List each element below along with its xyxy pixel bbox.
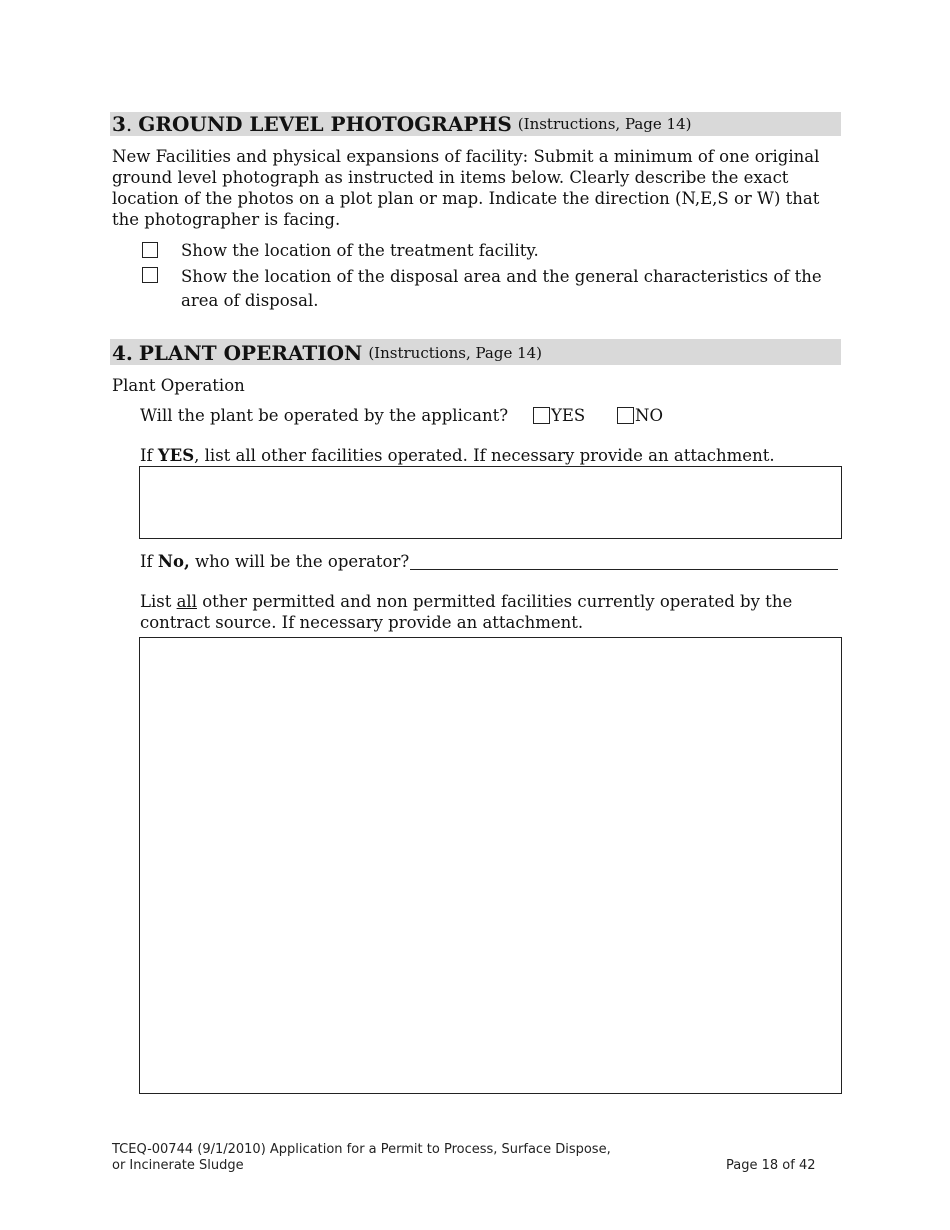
list-facilities-instruction (140, 591, 820, 633)
operated-no-label: NO (635, 406, 663, 425)
section-4-title: PLANT OPERATION (138, 341, 363, 365)
footer-page-number: Page 18 of 42 (726, 1158, 816, 1173)
photo-disposal-checkbox[interactable] (142, 267, 158, 287)
if-no-rest: who will be the operator? (189, 552, 410, 571)
section-3-instructions-link: (Instructions, Page 14) (517, 115, 692, 133)
footer-form-id (112, 1142, 672, 1174)
section-4-header (110, 339, 841, 365)
operated-by-applicant-question: Will the plant be operated by the applicant? (140, 406, 509, 425)
section-3-title: GROUND LEVEL PHOTOGRAPHS (138, 112, 512, 136)
if-no-prefix: If (140, 552, 158, 571)
section-3-number: 3 (112, 112, 126, 136)
section-4-instructions-link: (Instructions, Page 14) (368, 344, 543, 362)
photo-disposal-label: Show the location of the disposal area and the general characteristics of the area of disposal. (181, 267, 822, 310)
list-underlined: all (176, 592, 197, 611)
if-no-instruction (140, 551, 409, 572)
operated-yes-checkbox[interactable] (533, 407, 550, 428)
if-yes-prefix: If (140, 446, 158, 465)
other-facilities-textarea[interactable] (139, 466, 842, 539)
if-yes-bold: YES (157, 446, 195, 465)
if-no-bold: No, (157, 552, 190, 571)
section-3-header (110, 112, 841, 136)
if-yes-instruction (140, 445, 845, 466)
section-4-number: 4. (112, 341, 133, 365)
operated-no-checkbox[interactable] (617, 407, 634, 428)
operated-yes-label: YES (551, 406, 586, 425)
footer-form-line1: TCEQ-00744 (9/1/2010) Application for a Permit to Process, Surface Dispose, (112, 1142, 611, 1157)
section-3-description: New Facilities and physical expansions of facility: Submit a minimum of one original ground level photograph as instructed in items below. Clearly describe the exact location of the photos on a plot plan or map. Indicate the direction (N,E,S or W) that the photographer is facing. (112, 147, 820, 229)
photo-treatment-label: Show the location of the treatment facility. (181, 241, 539, 260)
plant-operation-subheading: Plant Operation (112, 376, 245, 395)
operator-name-line[interactable] (410, 569, 838, 570)
section-3-number-punct: . (125, 112, 133, 136)
contract-facilities-textarea[interactable] (139, 637, 842, 1094)
footer-form-line2: or Incinerate Sludge (112, 1158, 244, 1173)
list-rest: other permitted and non permitted facilities currently operated by the contract source. If necessary provide an attachment. (140, 592, 793, 632)
photo-treatment-checkbox[interactable] (142, 242, 158, 262)
list-prefix: List (140, 592, 177, 611)
if-yes-rest: , list all other facilities operated. If necessary provide an attachment. (194, 446, 775, 465)
